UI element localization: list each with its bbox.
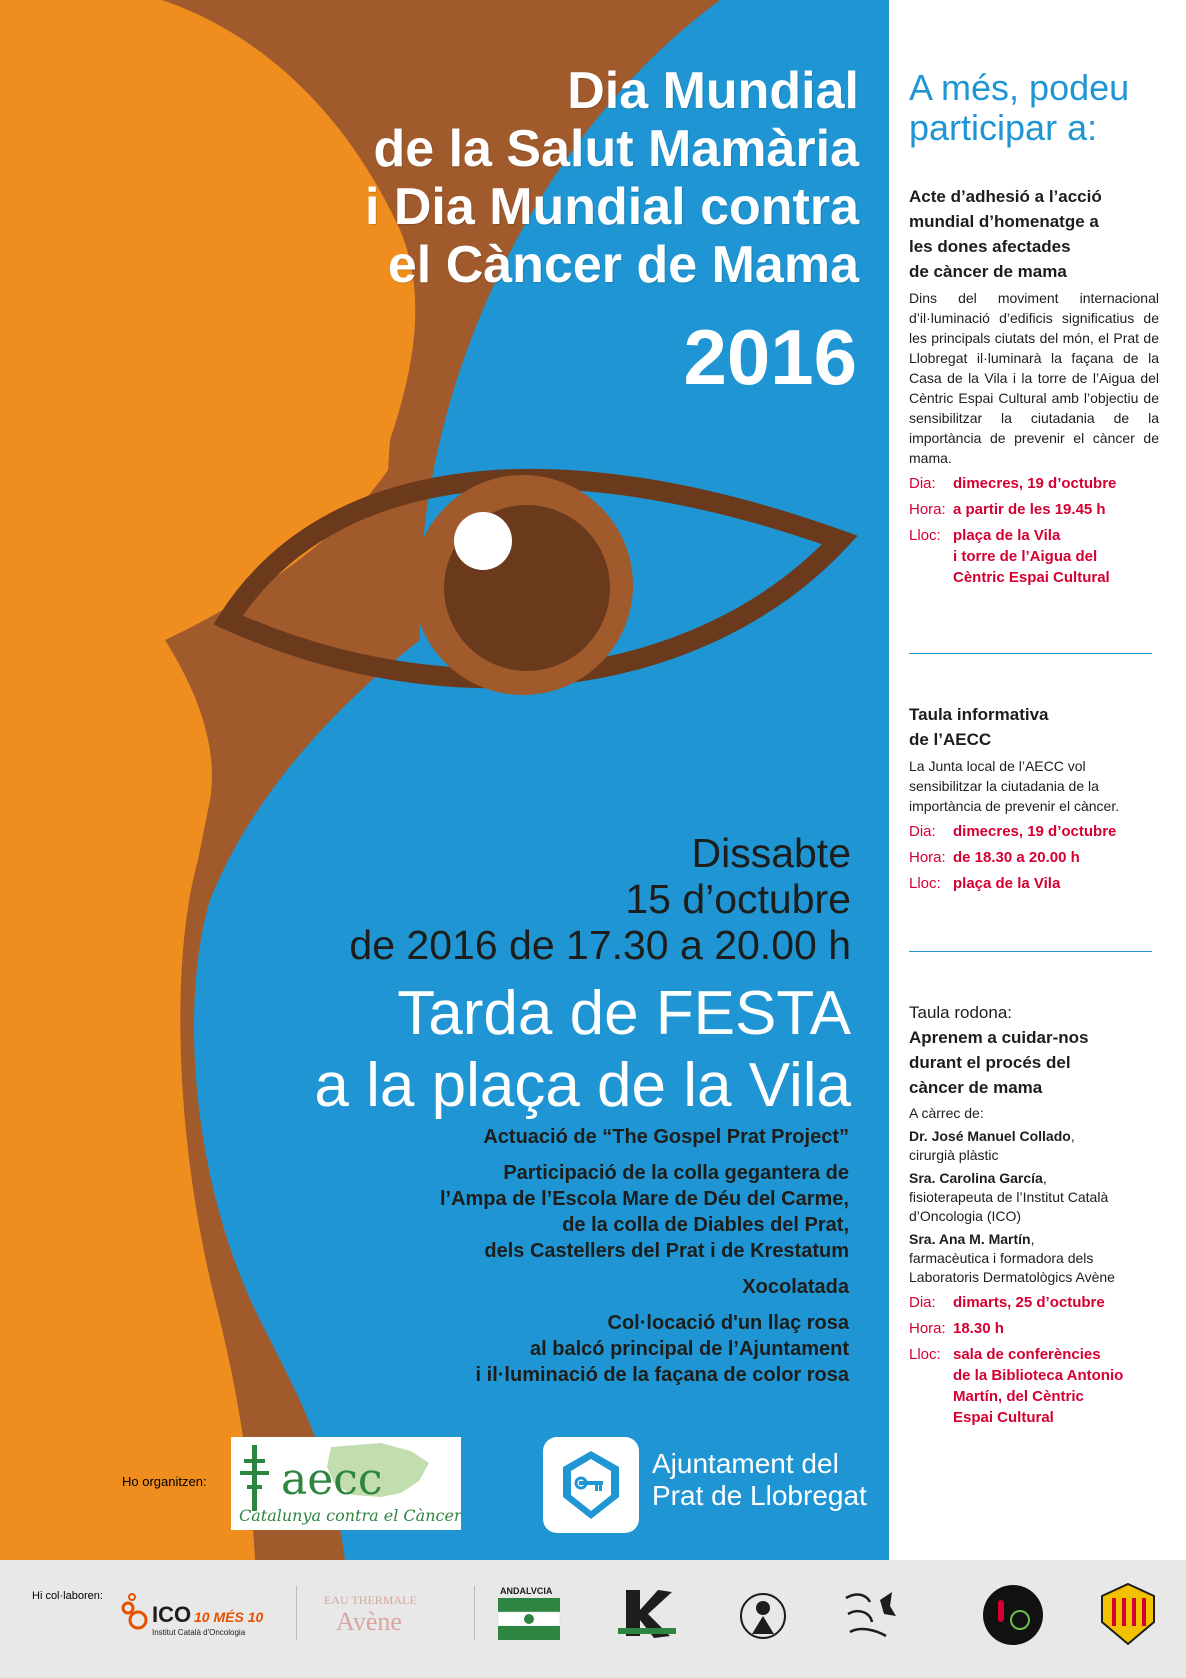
svg-text:Avène: Avène <box>336 1607 402 1636</box>
aecc-tagline: Catalunya contra el Càncer <box>239 1506 461 1525</box>
headline-line-1: Tarda de FESTA <box>397 979 851 1048</box>
poster-title <box>139 62 859 294</box>
divider <box>296 1586 297 1640</box>
section-body: Dins del moviment internacional d’il·luminació d’edificis significatius de les principals ciutats del món, el Prat de Llobregat il·luminarà la façana de la Casa de la Vila i la torre de l’Aigua del Cèntric Espai Cultural amb l’objectiu de sensibilitzar la ciutadania de la importància de prevenir el càncer de mama. <box>909 290 1159 466</box>
speaker-2: Sra. Carolina García, fisioterapeuta de l’Institut Català d’Oncologia (ICO) <box>909 1170 1109 1224</box>
prat-coat-of-arms-icon <box>543 1437 639 1533</box>
speaker-3: Sra. Ana M. Martín, farmacèutica i formadora dels Laboratoris Dermatològics Avène <box>909 1231 1115 1285</box>
ajuntament-logo <box>543 1437 639 1533</box>
title-line-1: Dia Mundial <box>567 62 859 120</box>
info-lloc: Lloc: sala de conferències de la Biblioteca Antonio Martín, del Cèntric Espai Cultural <box>909 1346 1124 1426</box>
sidebar-heading-line-1: A més, podeu <box>909 67 1130 108</box>
event-day: Dissabte <box>691 830 851 876</box>
colla-gegantera-logo <box>730 1582 796 1648</box>
sidebar-heading <box>909 68 1129 148</box>
cross-of-lorraine-icon <box>240 1445 269 1511</box>
info-hora: Hora: a partir de les 19.45 h <box>909 501 1106 518</box>
poster-year: 2016 <box>683 313 857 401</box>
activity-colles: Participació de la colla gegantera de l’Ampa de l’Escola Mare de Déu del Carme, de la colla de Diables del Prat, dels Castellers del Prat i de Krestatum <box>439 1162 849 1262</box>
ajuntament-line-2: Prat de Llobregat <box>652 1480 867 1511</box>
section-divider <box>909 653 1152 654</box>
info-dia: Dia: dimecres, 19 d’octubre <box>909 823 1117 840</box>
section-title: Acte d’adhesió a l’acció mundial d’homenatge a les dones afectades de càncer de mama <box>909 187 1102 281</box>
organizers-label: Ho organitzen: <box>122 1474 207 1489</box>
section-taula-informativa <box>909 702 1159 894</box>
aecc-logo <box>231 1437 461 1530</box>
event-headline <box>131 978 851 1122</box>
collaborators-bar <box>0 1560 1186 1678</box>
andalucia-flag-logo <box>496 1582 562 1642</box>
section-divider <box>909 951 1152 952</box>
section-adhesio <box>909 184 1159 588</box>
section-body: La Junta local de l’AECC vol sensibilitzar la ciutadania de la importància de prevenir el càncer. <box>909 758 1120 814</box>
info-lloc: Lloc: plaça de la Vila <box>909 875 1061 892</box>
title-line-4: el Càncer de Mama <box>387 236 859 294</box>
event-time: de 2016 de 17.30 a 20.00 h <box>349 922 851 968</box>
info-hora: Hora: de 18.30 a 20.00 h <box>909 849 1080 866</box>
svg-text:ANDALVCIA: ANDALVCIA <box>500 1586 553 1596</box>
krestatum-logo <box>612 1582 682 1644</box>
event-date-line: 15 d’octubre <box>625 876 851 922</box>
title-line-2: de la Salut Mamària <box>373 120 859 178</box>
info-hora: Hora: 18.30 h <box>909 1320 1004 1337</box>
activity-xocolatada: Xocolatada <box>742 1276 849 1298</box>
collaborators-label: Hi col·laboren: <box>32 1590 103 1602</box>
svg-text:Institut Català d'Oncologia: Institut Català d'Oncologia <box>152 1628 246 1637</box>
svg-text:ICO: ICO <box>152 1602 192 1627</box>
activities-list <box>209 1124 849 1398</box>
colla-diables-logo <box>836 1582 902 1648</box>
speakers-intro: A càrrec de: <box>909 1105 984 1121</box>
info-dia: Dia: dimecres, 19 d’octubre <box>909 475 1117 492</box>
svg-text:EAU THERMALE: EAU THERMALE <box>324 1593 417 1607</box>
section-title: Aprenem a cuidar-nos durant el procés del càncer de mama <box>909 1028 1089 1097</box>
info-dia: Dia: dimarts, 25 d’octubre <box>909 1294 1105 1311</box>
headline-line-2: a la plaça de la Vila <box>314 1051 851 1120</box>
svg-text:10 MÉS 10: 10 MÉS 10 <box>194 1609 264 1625</box>
ico-logo <box>118 1582 278 1642</box>
activity-llac-rosa: Col·locació d'un llaç rosa al balcó principal de l’Ajuntament i il·luminació de la façana de color rosa <box>475 1312 849 1386</box>
activity-gospel: Actuació de “The Gospel Prat Project” <box>483 1126 849 1148</box>
title-line-3: i Dia Mundial contra <box>364 178 859 236</box>
eye-highlight <box>454 512 512 570</box>
ajuntament-line-1: Ajuntament del <box>652 1448 839 1479</box>
event-date <box>151 830 851 968</box>
ajuntament-name <box>652 1448 867 1512</box>
sidebar-heading-line-2: participar a: <box>909 107 1098 148</box>
sidebar <box>889 0 1186 1560</box>
section-pretitle: Taula rodona: <box>909 1003 1013 1022</box>
speaker-1: Dr. José Manuel Collado, cirurgià plàstic <box>909 1128 1075 1163</box>
avene-logo <box>318 1582 448 1642</box>
castellers-prat-logo <box>1100 1582 1156 1648</box>
gospel-prat-logo <box>980 1582 1046 1648</box>
aecc-wordmark: aecc <box>281 1454 383 1505</box>
section-title: Taula informativa de l’AECC <box>909 705 1049 749</box>
info-lloc: Lloc: plaça de la Vila i torre de l’Aigua del Cèntric Espai Cultural <box>909 527 1110 586</box>
aecc-logo-graphic <box>231 1437 461 1530</box>
divider <box>474 1586 475 1640</box>
section-taula-rodona <box>909 1000 1159 1428</box>
